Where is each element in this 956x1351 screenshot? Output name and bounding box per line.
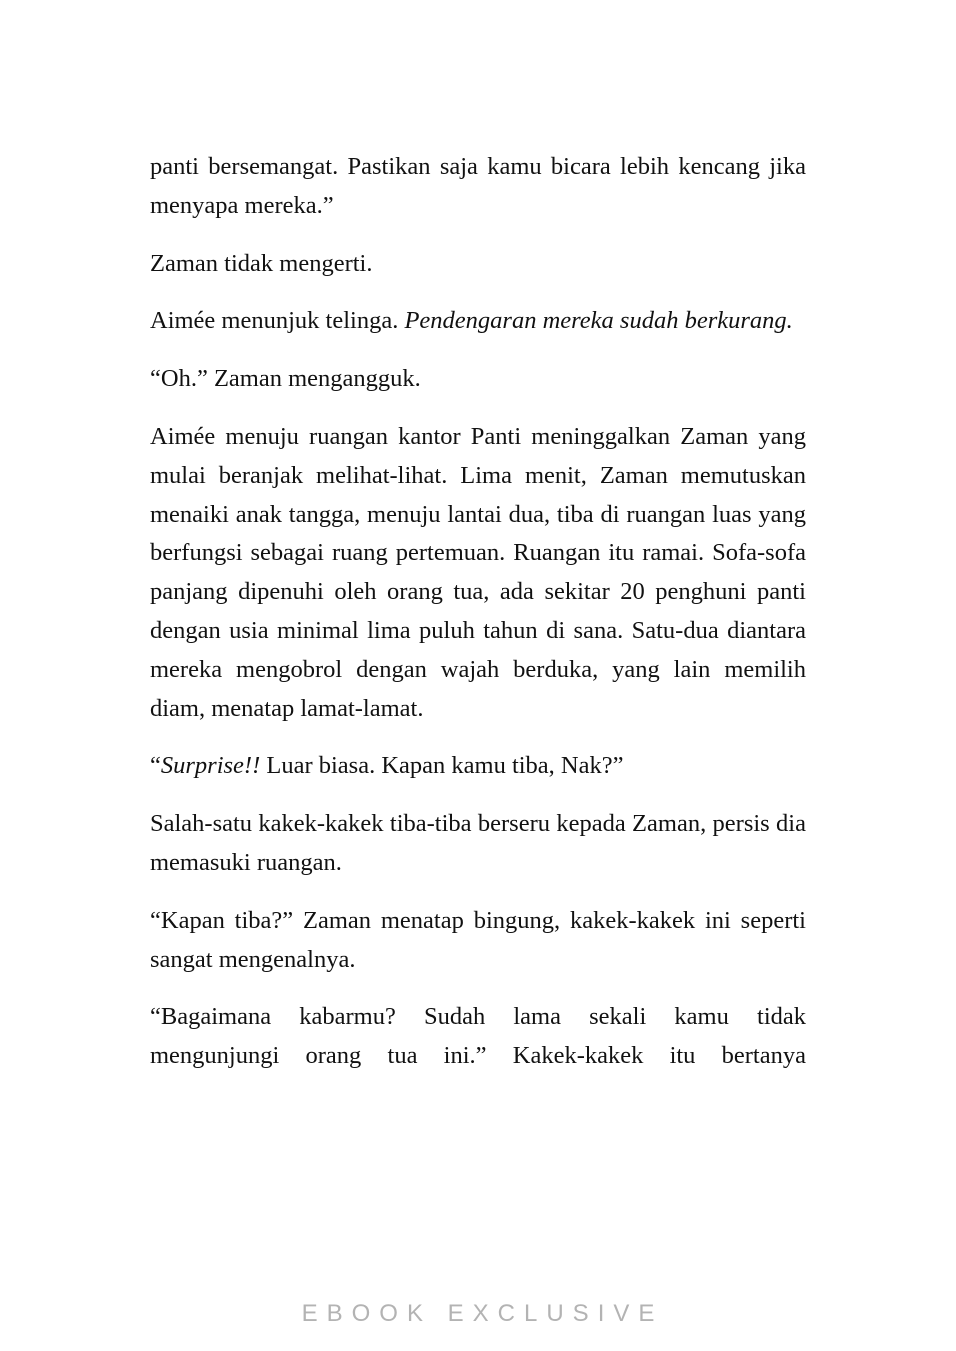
paragraph-9 <box>150 998 806 1076</box>
ebook-exclusive-footer: EBOOK EXCLUSIVE <box>301 1300 664 1327</box>
paragraph-8 <box>150 902 806 980</box>
paragraph-text: “ <box>150 752 161 780</box>
paragraph-text: “Bagaimana kabarmu? Sudah lama sekali kamu tidak mengunjungi orang tua ini.” Kakek-kakek itu bertanya <box>150 1003 806 1070</box>
paragraph-4 <box>150 360 806 399</box>
paragraph-text: Aimée menuju ruangan kantor Panti meninggalkan Zaman yang mulai beranjak melihat-lihat. Lima menit, Zaman memutuskan menaiki anak tangga, menuju lantai dua, tiba di ruangan luas yang berfungsi sebagai ruang pertemuan. Ruangan itu ramai. Sofa-sofa panjang dipenuhi oleh orang tua, ada sekitar 20 penghuni panti dengan usia minimal lima puluh tahun di sana. Satu-dua diantara mereka mengobrol dengan wajah berduka, yang lain memilih diam, menatap lamat-lamat. <box>150 422 806 722</box>
paragraph-text: Salah-satu kakek-kakek tiba-tiba berseru kepada Zaman, persis dia memasuki ruangan. <box>150 810 806 876</box>
paragraph-text: “Kapan tiba?” Zaman menatap bingung, kakek-kakek ini seperti sangat mengenalnya. <box>150 906 806 973</box>
paragraph-text: panti bersemangat. Pastikan saja kamu bicara lebih kencang jika menyapa mereka.” <box>150 153 806 219</box>
paragraph-7 <box>150 805 806 883</box>
paragraph-text: Aimée menunjuk telinga. <box>150 307 405 335</box>
paragraph-text: “Oh.” Zaman mengangguk. <box>150 365 421 393</box>
paragraph-italic-text: Pendengaran mereka sudah berkurang. <box>404 307 793 335</box>
paragraph-3 <box>150 302 806 341</box>
paragraph-5 <box>150 418 806 728</box>
paragraph-2 <box>150 245 806 284</box>
paragraph-italic-text: Surprise!! <box>160 752 261 780</box>
paragraph-1 <box>150 148 806 226</box>
page-body <box>150 148 806 1095</box>
paragraph-text: Zaman tidak mengerti. <box>150 249 373 277</box>
paragraph-6 <box>150 747 806 786</box>
paragraph-text: Luar biasa. Kapan kamu tiba, Nak?” <box>260 752 624 780</box>
